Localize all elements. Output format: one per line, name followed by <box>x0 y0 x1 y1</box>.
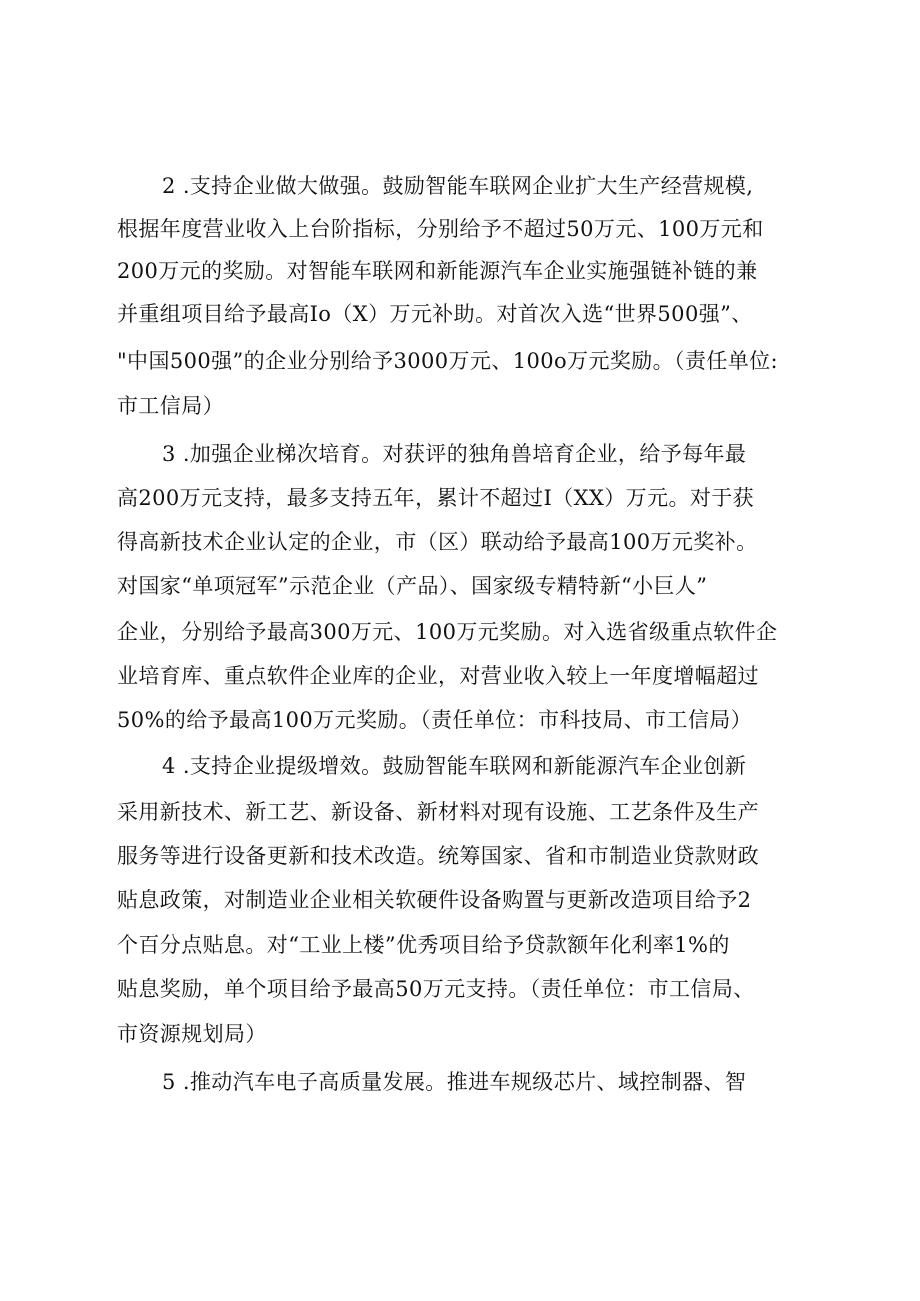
paragraph-2-line-4: 并重组项目给予最高Io（X）万元补助。对首次入选“世界500强”、 <box>117 302 753 326</box>
paragraph-2-line-3: 200万元的奖励。对智能车联网和新能源汽车企业实施强链补链的兼 <box>117 259 758 283</box>
paragraph-4-line-2: 采用新技术、新工艺、新设备、新材料对现有设施、工艺条件及生产 <box>117 800 759 824</box>
paragraph-5-line-1: 5 .推动汽车电子高质量发展。推进车规级芯片、域控制器、智 <box>162 1070 747 1094</box>
paragraph-4-line-5: 个百分点贴息。对“工业上楼”优秀项目给予贷款额年化利率1%的 <box>117 933 730 957</box>
paragraph-2-line-5: "中国500强”的企业分别给予3000万元、100o万元奖励。（责任单位: <box>117 349 779 373</box>
paragraph-3-line-6: 业培育库、重点软件企业库的企业，对营业收入较上一年度增幅超过 <box>117 664 759 688</box>
paragraph-2-line-2: 根据年度营业收入上台阶指标，分别给予不超过50万元、100万元和 <box>117 217 764 241</box>
paragraph-2-line-1: 2 .支持企业做大做强。鼓励智能车联网企业扩大生产经营规模, <box>162 174 754 198</box>
paragraph-3-line-1: 3 .加强企业梯次培育。对获评的独角兽培育企业，给予每年最 <box>162 442 747 466</box>
paragraph-4-line-6: 贴息奖励，单个项目给予最高50万元支持。（责任单位：市工信局、 <box>117 977 755 1001</box>
paragraph-4-line-3: 服务等进行设备更新和技术改造。统筹国家、省和市制造业贷款财政 <box>117 844 759 868</box>
paragraph-3-line-2: 高200万元支持，最多支持五年，累计不超过I（XX）万元。对于获 <box>117 486 755 510</box>
paragraph-4-line-7: 市资源规划局） <box>117 1022 267 1046</box>
paragraph-3-line-4: 对国家“单项冠军”示范企业（产品）、国家级专精特新“小巨人” <box>117 574 708 598</box>
paragraph-4-line-4: 贴息政策，对制造业企业相关软硬件设备购置与更新改造项目给予2 <box>117 888 752 912</box>
paragraph-3-line-7: 50%的给予最高100万元奖励。（责任单位：市科技局、市工信局） <box>117 708 753 732</box>
paragraph-3-line-5: 企业，分别给予最高300万元、100万元奖励。对入选省级重点软件企 <box>117 620 778 644</box>
paragraph-3-line-3: 得高新技术企业认定的企业，市（区）联动给予最高100万元奖补。 <box>117 530 758 554</box>
paragraph-2-line-6: 市工信局） <box>117 394 224 418</box>
paragraph-4-line-1: 4 .支持企业提级增效。鼓励智能车联网和新能源汽车企业创新 <box>162 754 747 778</box>
